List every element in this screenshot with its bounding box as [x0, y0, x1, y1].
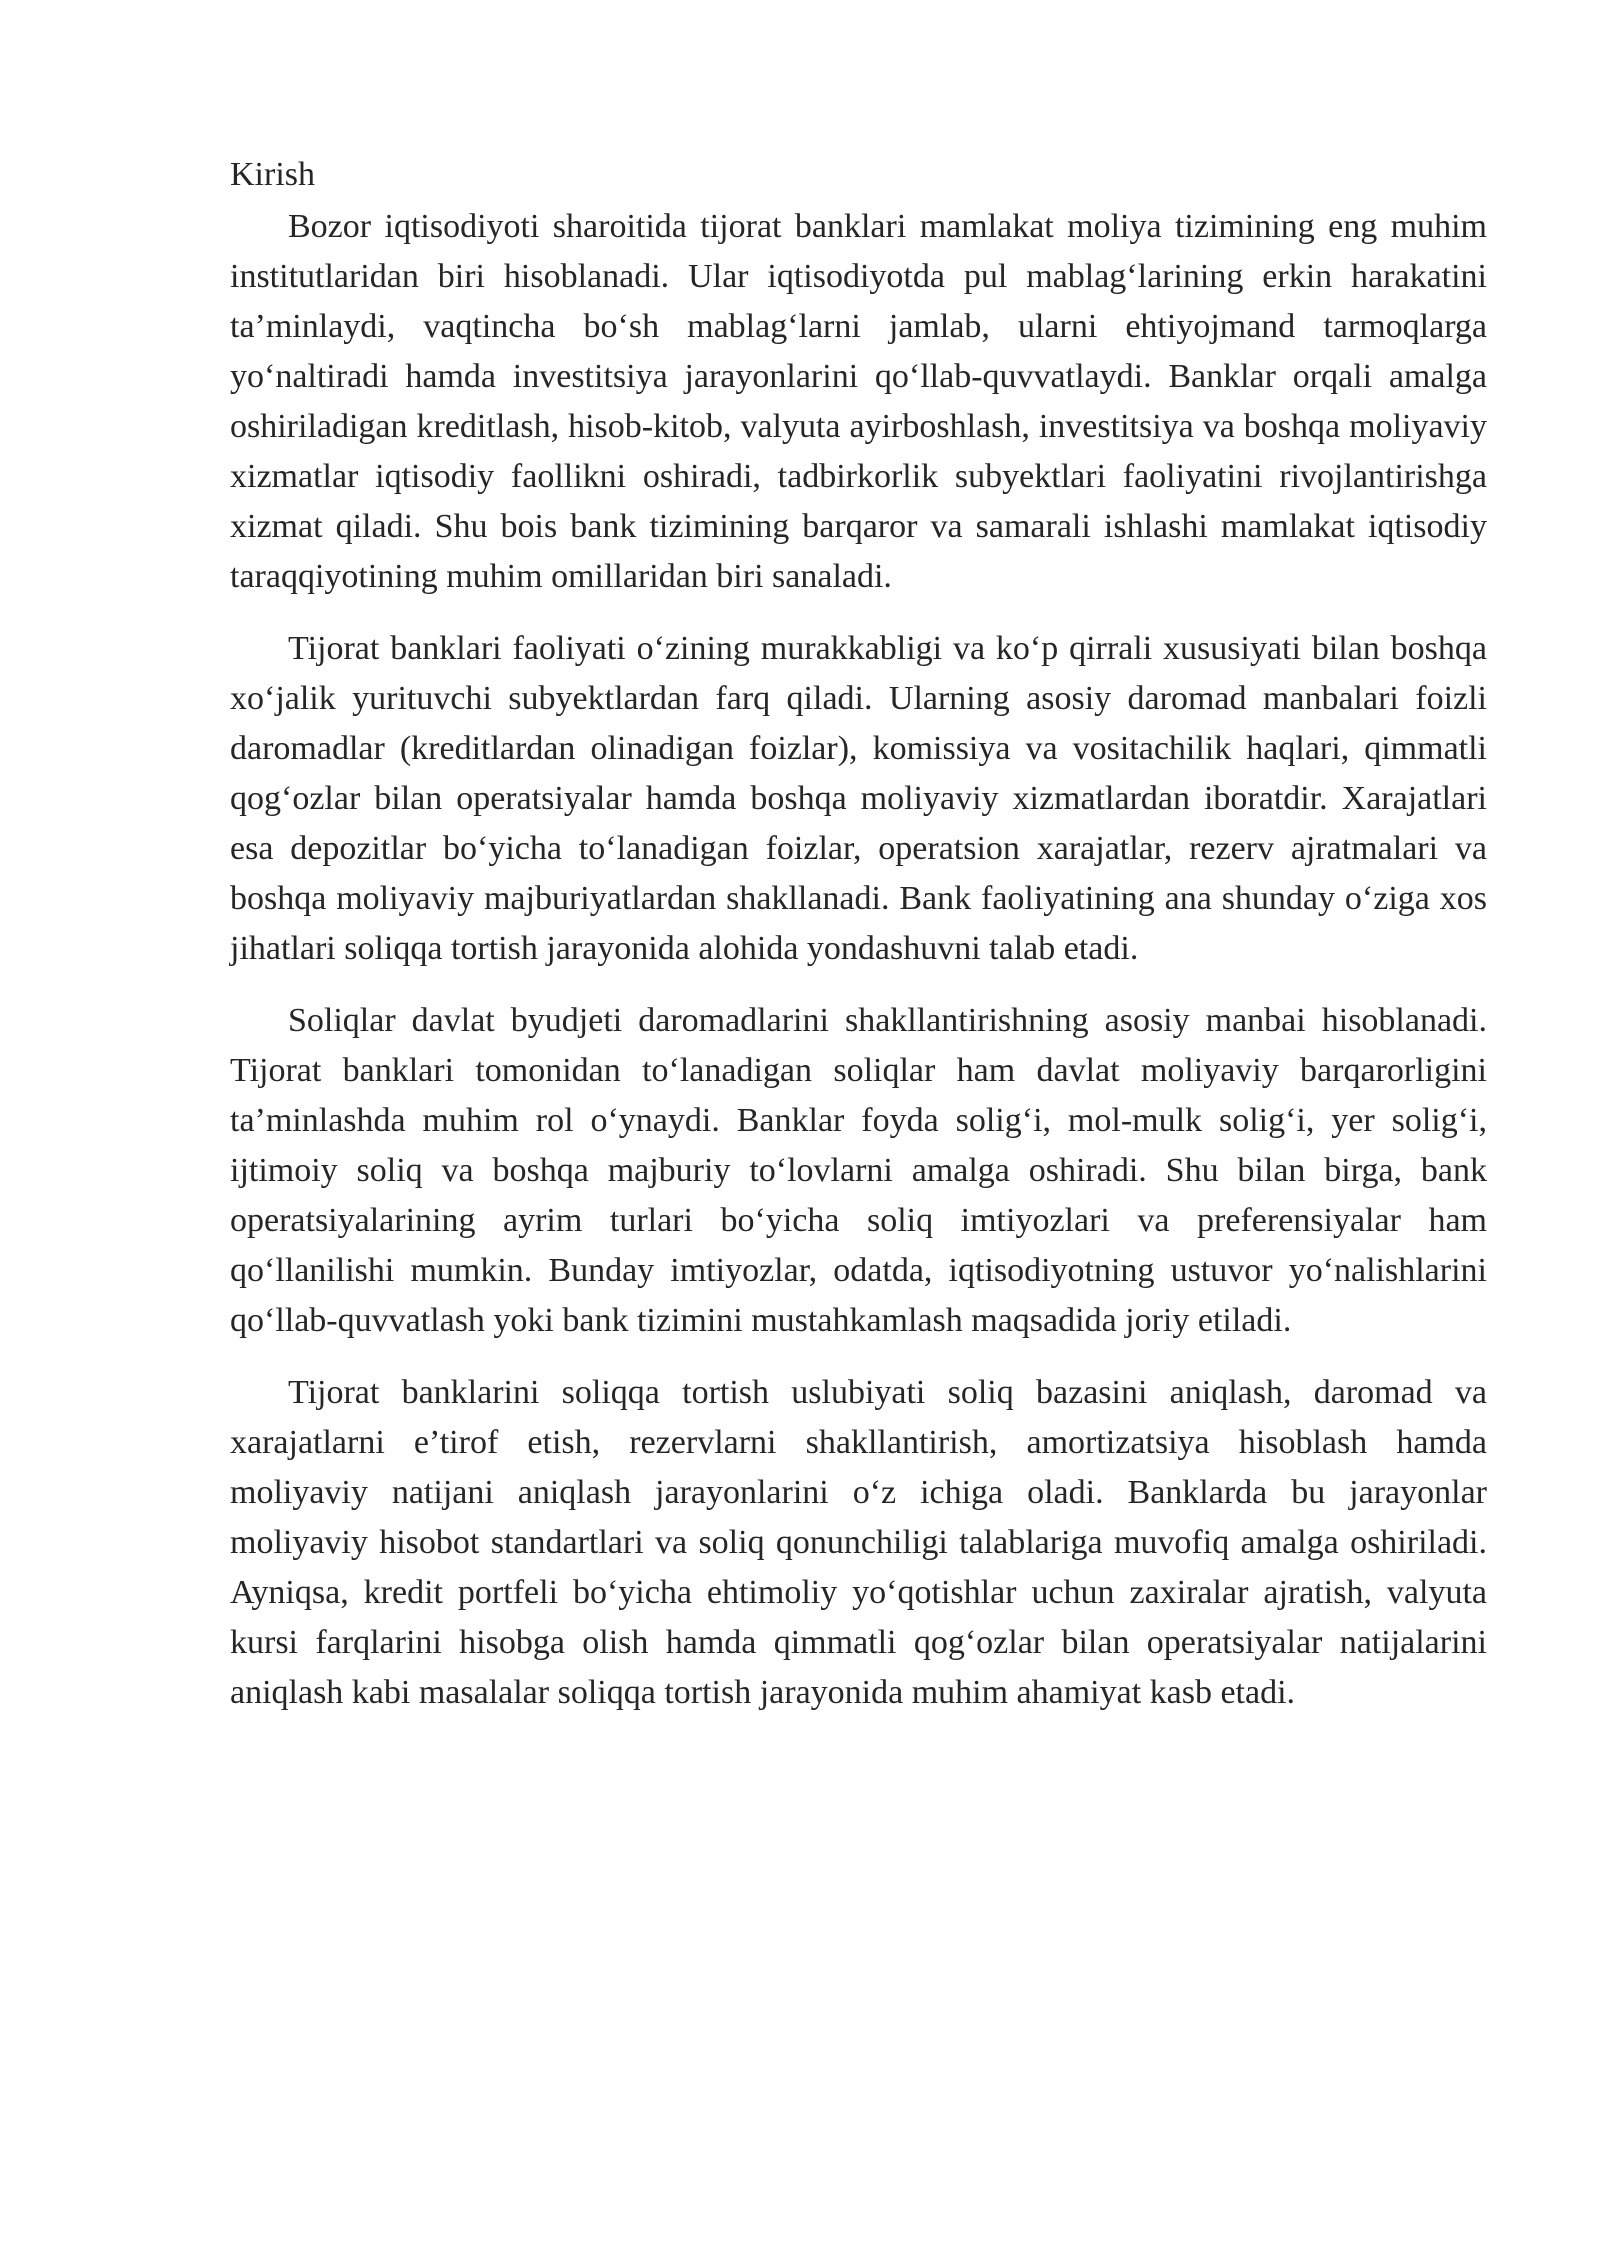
section-heading: Kirish — [230, 156, 315, 193]
document-body — [230, 150, 1487, 1740]
paragraph-1: Bozor iqtisodiyoti sharoitida tijorat banklari mamlakat moliya tizimining eng muhim institutlaridan biri hisoblanadi. Ular iqtisodiyotda pul mablag‘larining erkin harakatini ta’minlaydi, vaqtincha bo‘sh mablag‘larni jamlab, ularni ehtiyojmand tarmoqlarga yo‘naltiradi hamda investitsiya jarayonlarini qo‘llab-quvvatlaydi. Banklar orqali amalga oshiriladigan kreditlash, hisob-kitob, valyuta ayirboshlash, investitsiya va boshqa moliyaviy xizmatlar iqtisodiy faollikni oshiradi, tadbirkorlik subyektlari faoliyatini rivojlantirishga xizmat qiladi. Shu bois bank tizimining barqaror va samarali ishlashi mamlakat iqtisodiy taraqqiyotining muhim omillaridan biri sanaladi. — [230, 208, 1487, 595]
paragraph-3: Soliqlar davlat byudjeti daromadlarini shakllantirishning asosiy manbai hisoblanadi. Tijorat banklari tomonidan to‘lanadigan soliqlar ham davlat moliyaviy barqarorligini ta’minlashda muhim rol o‘ynaydi. Banklar foyda solig‘i, mol-mulk solig‘i, yer solig‘i, ijtimoiy soliq va boshqa majburiy to‘lovlarni amalga oshiradi. Shu bilan birga, bank operatsiyalarining ayrim turlari bo‘yicha soliq imtiyozlari va preferensiyalar ham qo‘llanilishi mumkin. Bunday imtiyozlar, odatda, iqtisodiyotning ustuvor yo‘nalishlarini qo‘llab-quvvatlash yoki bank tizimini mustahkamlash maqsadida joriy etiladi. — [230, 1002, 1487, 1339]
paragraph-2: Tijorat banklari faoliyati o‘zining murakkabligi va ko‘p qirrali xususiyati bilan boshqa xo‘jalik yurituvchi subyektlardan farq qiladi. Ularning asosiy daromad manbalari foizli daromadlar (kreditlardan olinadigan foizlar), komissiya va vositachilik haqlari, qimmatli qog‘ozlar bilan operatsiyalar hamda boshqa moliyaviy xizmatlardan iboratdir. Xarajatlari esa depozitlar bo‘yicha to‘lanadigan foizlar, operatsion xarajatlar, rezerv ajratmalari va boshqa moliyaviy majburiyatlardan shakllanadi. Bank faoliyatining ana shunday o‘ziga xos jihatlari soliqqa tortish jarayonida alohida yondashuvni talab etadi. — [230, 630, 1487, 967]
paragraph-4: Tijorat banklarini soliqqa tortish uslubiyati soliq bazasini aniqlash, daromad va xarajatlarni e’tirof etish, rezervlarni shakllantirish, amortizatsiya hisoblash hamda moliyaviy natijani aniqlash jarayonlarini o‘z ichiga oladi. Banklarda bu jarayonlar moliyaviy hisobot standartlari va soliq qonunchiligi talablariga muvofiq amalga oshiriladi. Ayniqsa, kredit portfeli bo‘yicha ehtimoliy yo‘qotishlar uchun zaxiralar ajratish, valyuta kursi farqlarini hisobga olish hamda qimmatli qog‘ozlar bilan operatsiyalar natijalarini aniqlash kabi masalalar soliqqa tortish jarayonida muhim ahamiyat kasb etadi. — [230, 1374, 1487, 1711]
